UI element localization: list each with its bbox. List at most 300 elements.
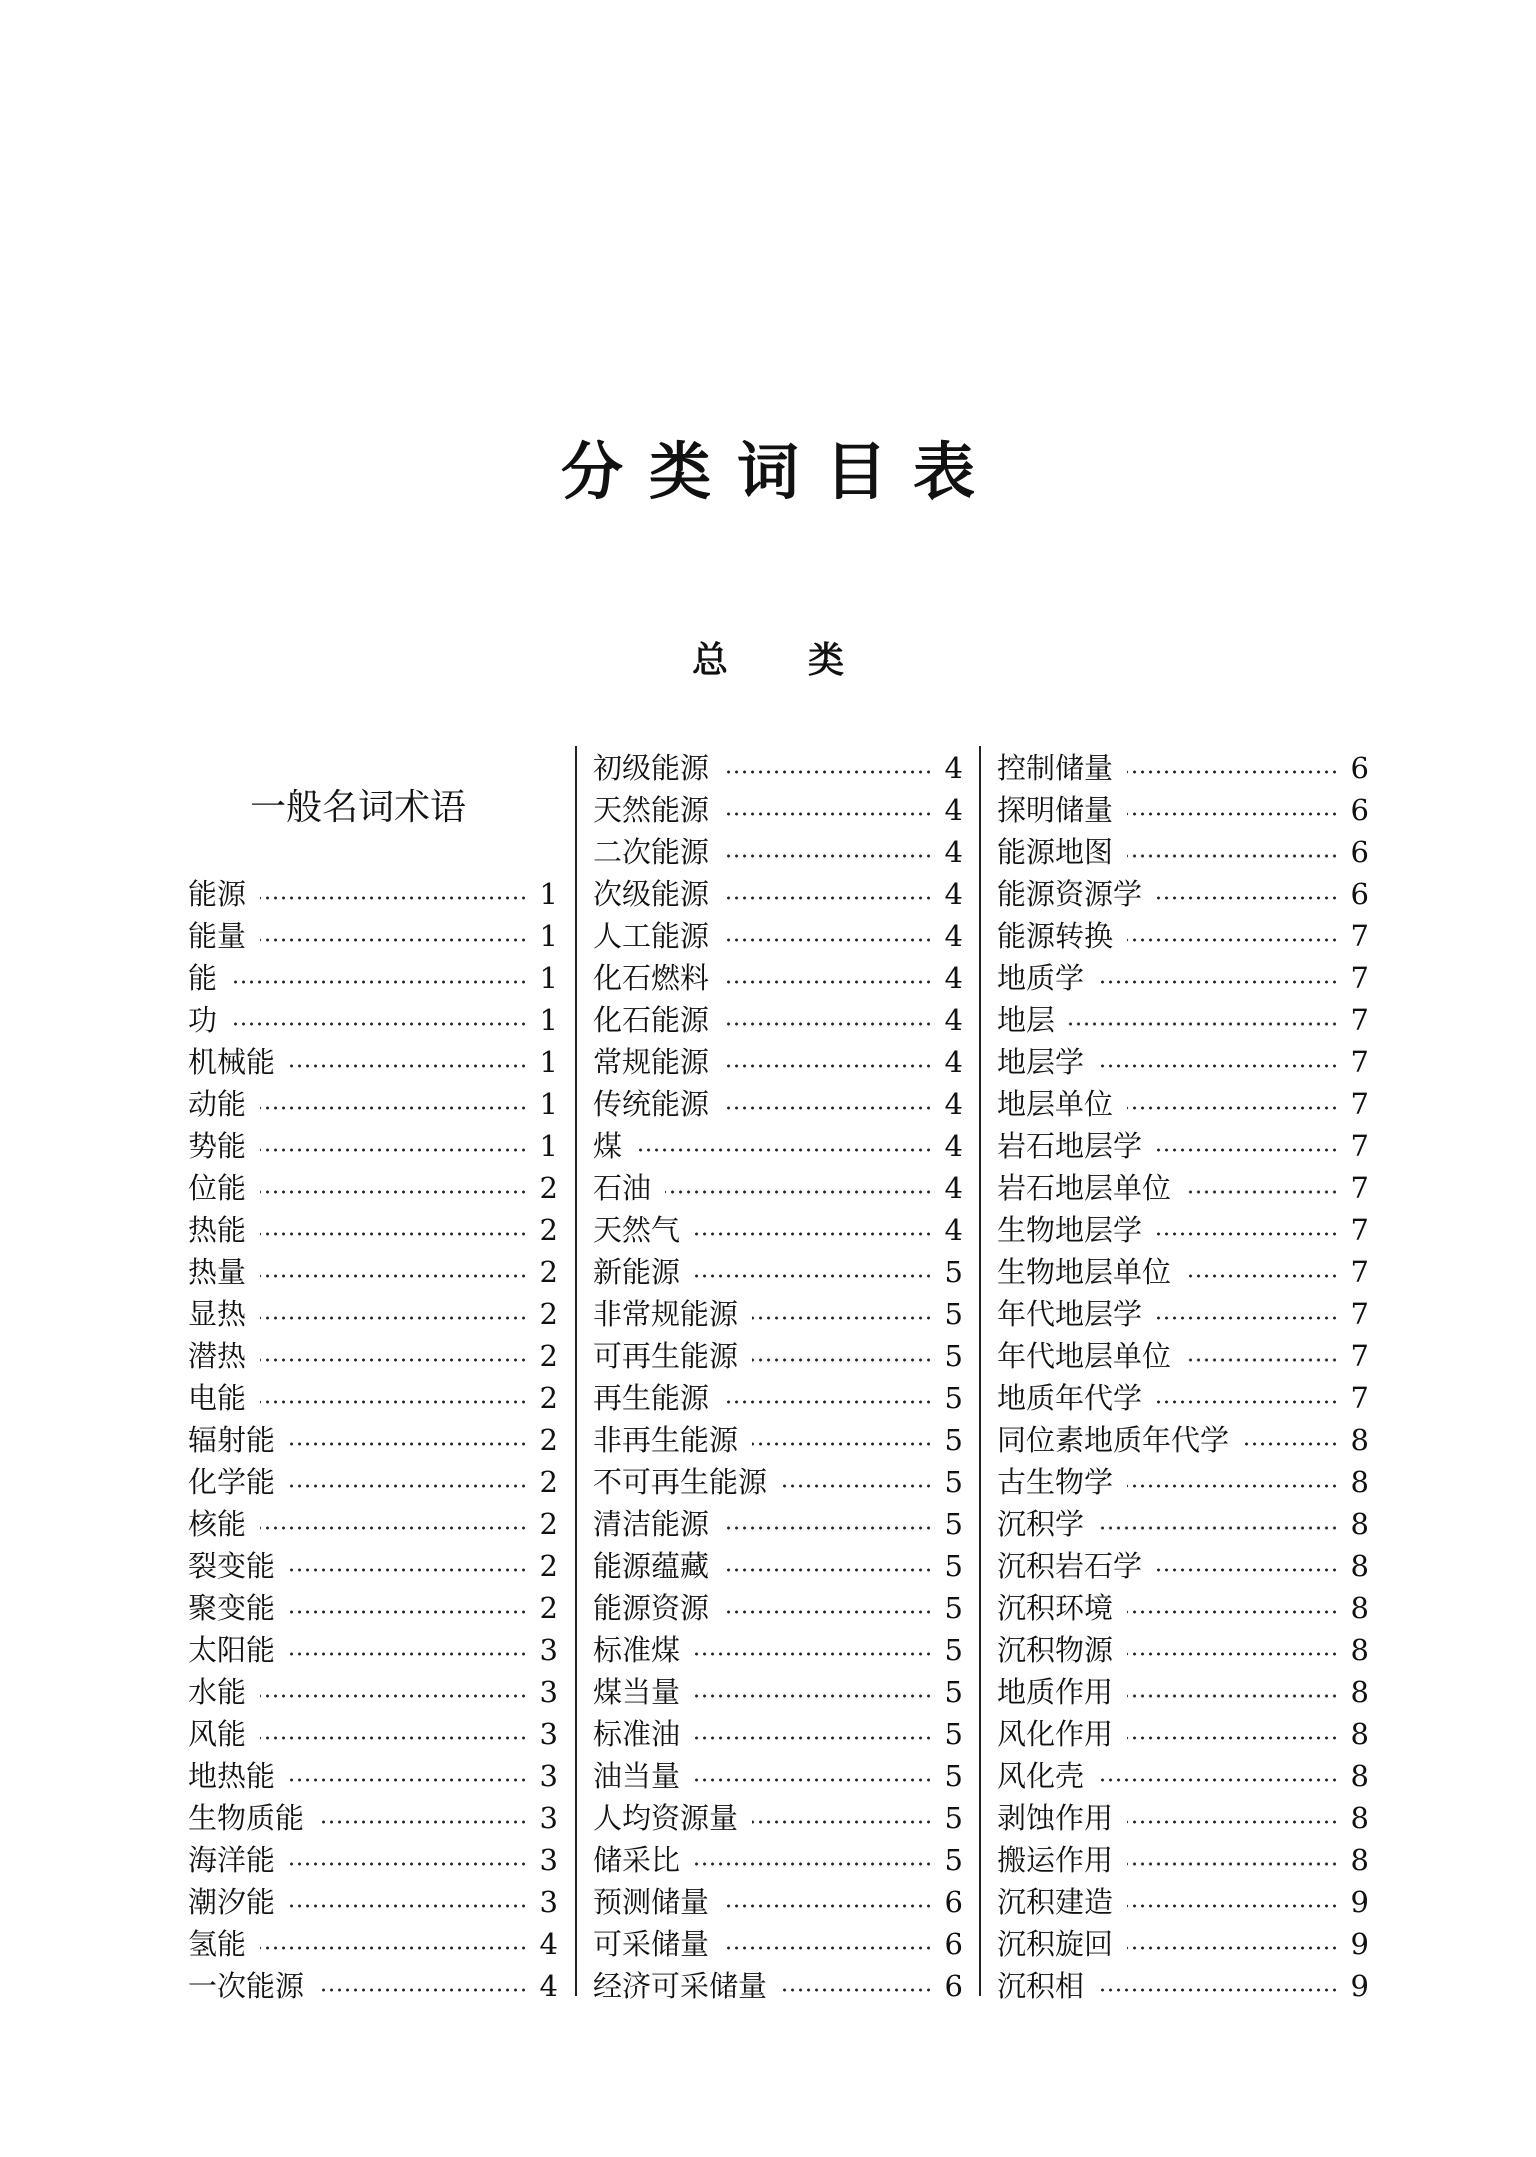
dot-leader [752, 1315, 933, 1321]
index-entry [593, 1545, 963, 1587]
index-entry [997, 747, 1369, 789]
index-term: 化石能源 [593, 1003, 710, 1037]
dot-leader [1156, 1567, 1339, 1573]
index-entry [593, 1965, 963, 2007]
index-page-number: 7 [1350, 1381, 1369, 1415]
index-page-number: 7 [1350, 1171, 1369, 1205]
index-entry [997, 1713, 1369, 1755]
index-term: 沉积建造 [997, 1885, 1114, 1919]
dot-leader [723, 1525, 933, 1531]
index-term: 非常规能源 [593, 1297, 739, 1331]
page-title: 分类词目表 [560, 435, 1001, 508]
index-term: 年代地层学 [997, 1297, 1143, 1331]
dot-leader [723, 895, 933, 901]
dot-leader [636, 1147, 933, 1153]
index-page-number: 1 [539, 1003, 558, 1037]
dot-leader [665, 1189, 933, 1195]
index-page-number: 5 [944, 1717, 963, 1751]
dot-leader [752, 1441, 933, 1447]
index-term: 新能源 [593, 1255, 681, 1289]
index-term: 能源资源 [593, 1591, 710, 1625]
index-page-number: 5 [944, 1423, 963, 1457]
index-entry [997, 1461, 1369, 1503]
dot-leader [260, 1147, 528, 1153]
dot-leader [1127, 1483, 1339, 1489]
index-term: 沉积岩石学 [997, 1549, 1143, 1583]
index-page-number: 2 [539, 1507, 558, 1541]
index-page-number: 3 [539, 1885, 558, 1919]
dot-leader [723, 769, 933, 775]
dot-leader [1127, 1945, 1339, 1951]
dot-leader [289, 1903, 528, 1909]
index-page-number: 7 [1350, 1255, 1369, 1289]
index-column-3 [997, 747, 1369, 2007]
column-divider-right [979, 746, 981, 1996]
index-term: 太阳能 [188, 1633, 276, 1667]
index-term: 岩石地层学 [997, 1129, 1143, 1163]
index-page-number: 6 [1350, 793, 1369, 827]
index-entry [997, 1839, 1369, 1881]
index-entry [997, 1125, 1369, 1167]
index-entry [997, 1881, 1369, 1923]
index-entry [188, 1587, 558, 1629]
dot-leader [1156, 1147, 1339, 1153]
index-entry [188, 1461, 558, 1503]
index-term: 标准煤 [593, 1633, 681, 1667]
index-entry [593, 1839, 963, 1881]
index-entry [188, 1293, 558, 1335]
index-page-number: 3 [539, 1759, 558, 1793]
index-entry [593, 1377, 963, 1419]
index-term: 地层单位 [997, 1087, 1114, 1121]
dot-leader [231, 979, 528, 985]
index-entry [188, 1629, 558, 1671]
dot-leader [1127, 1105, 1339, 1111]
index-term: 生物质能 [188, 1801, 305, 1835]
index-page-number: 7 [1350, 919, 1369, 953]
dot-leader [1098, 1987, 1339, 1993]
index-entry [188, 1209, 558, 1251]
index-page-number: 1 [539, 1087, 558, 1121]
index-entry [188, 915, 558, 957]
index-entry [997, 1167, 1369, 1209]
index-term: 地热能 [188, 1759, 276, 1793]
index-page-number: 1 [539, 919, 558, 953]
index-page-number: 6 [944, 1885, 963, 1919]
index-entry [593, 1881, 963, 1923]
index-entry [997, 1503, 1369, 1545]
dot-leader [1098, 1063, 1339, 1069]
index-entry [188, 1083, 558, 1125]
dot-leader [752, 1357, 933, 1363]
index-term: 潮汐能 [188, 1885, 276, 1919]
index-page-number: 2 [539, 1255, 558, 1289]
dot-leader [694, 1231, 933, 1237]
index-page-number: 4 [539, 1927, 558, 1961]
index-entry [188, 1755, 558, 1797]
index-term: 剥蚀作用 [997, 1801, 1114, 1835]
index-term: 清洁能源 [593, 1507, 710, 1541]
dot-leader [694, 1651, 933, 1657]
index-entry [188, 1251, 558, 1293]
index-term: 经济可采储量 [593, 1969, 768, 2003]
index-page-number: 3 [539, 1633, 558, 1667]
index-term: 标准油 [593, 1717, 681, 1751]
index-page-number: 2 [539, 1171, 558, 1205]
index-entry [593, 1209, 963, 1251]
index-page-number: 9 [1350, 1927, 1369, 1961]
index-entry [997, 999, 1369, 1041]
index-entry [593, 1671, 963, 1713]
index-page-number: 4 [944, 1003, 963, 1037]
index-page-number: 2 [539, 1465, 558, 1499]
index-page-number: 2 [539, 1549, 558, 1583]
index-entry [997, 1671, 1369, 1713]
index-term: 氢能 [188, 1927, 247, 1961]
dot-leader [260, 1945, 528, 1951]
dot-leader [260, 937, 528, 943]
dot-leader [723, 1105, 933, 1111]
index-term: 次级能源 [593, 877, 710, 911]
index-entry [997, 915, 1369, 957]
dot-leader [289, 1441, 528, 1447]
index-page-number: 8 [1350, 1717, 1369, 1751]
index-term: 生物地层学 [997, 1213, 1143, 1247]
index-term: 机械能 [188, 1045, 276, 1079]
index-page-number: 3 [539, 1717, 558, 1751]
index-page-number: 9 [1350, 1885, 1369, 1919]
dot-leader [694, 1861, 933, 1867]
index-page-number: 4 [944, 1171, 963, 1205]
index-term: 古生物学 [997, 1465, 1114, 1499]
index-term: 能源资源学 [997, 877, 1143, 911]
index-page-number: 5 [944, 1843, 963, 1877]
index-entry [188, 1797, 558, 1839]
index-entry [593, 1797, 963, 1839]
index-page-number: 5 [944, 1591, 963, 1625]
index-entry [188, 1167, 558, 1209]
index-entry [997, 1083, 1369, 1125]
index-term: 地质学 [997, 961, 1085, 995]
index-term: 非再生能源 [593, 1423, 739, 1457]
index-page-number: 2 [539, 1213, 558, 1247]
index-entry [593, 747, 963, 789]
index-entry [997, 831, 1369, 873]
index-term: 煤 [593, 1129, 623, 1163]
index-term: 天然气 [593, 1213, 681, 1247]
dot-leader [694, 1273, 933, 1279]
index-term: 裂变能 [188, 1549, 276, 1583]
index-page-number: 8 [1350, 1591, 1369, 1625]
dot-leader [723, 1021, 933, 1027]
dot-leader [260, 1105, 528, 1111]
index-page-number: 9 [1350, 1969, 1369, 2003]
index-entry [593, 1587, 963, 1629]
index-entry [997, 1629, 1369, 1671]
dot-leader [260, 1693, 528, 1699]
dot-leader [723, 811, 933, 817]
dot-leader [289, 1861, 528, 1867]
index-page-number: 1 [539, 877, 558, 911]
dot-leader [694, 1693, 933, 1699]
index-term: 能源蕴藏 [593, 1549, 710, 1583]
index-page-number: 5 [944, 1339, 963, 1373]
index-entry [188, 1965, 558, 2007]
index-page-number: 5 [944, 1507, 963, 1541]
dot-leader [1127, 937, 1339, 943]
index-entry [593, 1629, 963, 1671]
index-page-number: 8 [1350, 1633, 1369, 1667]
dot-leader [723, 853, 933, 859]
index-entry [997, 1377, 1369, 1419]
index-entry [593, 1755, 963, 1797]
index-term: 能量 [188, 919, 247, 953]
dot-leader [1098, 1525, 1339, 1531]
dot-leader [260, 1315, 528, 1321]
index-term: 控制储量 [997, 751, 1114, 785]
index-page-number: 5 [944, 1297, 963, 1331]
index-page-number: 2 [539, 1339, 558, 1373]
index-page-number: 2 [539, 1381, 558, 1415]
dot-leader [1127, 811, 1339, 817]
index-entry [593, 1923, 963, 1965]
index-page-number: 2 [539, 1591, 558, 1625]
index-page-number: 5 [944, 1801, 963, 1835]
index-term: 沉积学 [997, 1507, 1085, 1541]
index-entry [188, 1839, 558, 1881]
index-term: 风能 [188, 1717, 247, 1751]
dot-leader [1127, 1819, 1339, 1825]
index-entry [188, 1335, 558, 1377]
index-term: 人均资源量 [593, 1801, 739, 1835]
index-entry [997, 1251, 1369, 1293]
index-entry [188, 1041, 558, 1083]
subsection-title: 一般名词术语 [250, 787, 467, 828]
dot-leader [318, 1819, 528, 1825]
index-entry [593, 1713, 963, 1755]
index-term: 地质年代学 [997, 1381, 1143, 1415]
index-term: 化学能 [188, 1465, 276, 1499]
index-entry [997, 1755, 1369, 1797]
dot-leader [260, 1525, 528, 1531]
dot-leader [1127, 1609, 1339, 1615]
index-entry [593, 999, 963, 1041]
index-term: 二次能源 [593, 835, 710, 869]
dot-leader [1098, 1777, 1339, 1783]
index-term: 聚变能 [188, 1591, 276, 1625]
index-entry [593, 1503, 963, 1545]
index-term: 风化壳 [997, 1759, 1085, 1793]
dot-leader [694, 1777, 933, 1783]
dot-leader [289, 1063, 528, 1069]
dot-leader [723, 937, 933, 943]
index-page-number: 7 [1350, 1087, 1369, 1121]
index-term: 再生能源 [593, 1381, 710, 1415]
index-term: 储采比 [593, 1843, 681, 1877]
index-page-number: 5 [944, 1633, 963, 1667]
index-term: 岩石地层单位 [997, 1171, 1172, 1205]
index-term: 地质作用 [997, 1675, 1114, 1709]
index-page-number: 7 [1350, 1129, 1369, 1163]
index-term: 沉积物源 [997, 1633, 1114, 1667]
index-entry [997, 1797, 1369, 1839]
index-entry [593, 1041, 963, 1083]
index-page-number: 4 [944, 961, 963, 995]
index-term: 水能 [188, 1675, 247, 1709]
dot-leader [694, 1735, 933, 1741]
index-page-number: 4 [944, 1045, 963, 1079]
index-entry [593, 1251, 963, 1293]
dot-leader [1098, 979, 1339, 985]
index-term: 油当量 [593, 1759, 681, 1793]
index-term: 热能 [188, 1213, 247, 1247]
index-entry [593, 1461, 963, 1503]
index-page-number: 8 [1350, 1465, 1369, 1499]
index-page-number: 7 [1350, 1213, 1369, 1247]
index-page-number: 8 [1350, 1759, 1369, 1793]
index-page-number: 6 [1350, 877, 1369, 911]
index-entry [997, 873, 1369, 915]
index-page-number: 4 [539, 1969, 558, 2003]
index-term: 地层学 [997, 1045, 1085, 1079]
index-page-number: 8 [1350, 1423, 1369, 1457]
index-entry [593, 915, 963, 957]
dot-leader [723, 1063, 933, 1069]
dot-leader [289, 1651, 528, 1657]
dot-leader [1156, 1399, 1339, 1405]
dot-leader [1127, 1651, 1339, 1657]
dot-leader [1156, 1231, 1339, 1237]
index-term: 潜热 [188, 1339, 247, 1373]
index-page-number: 4 [944, 1129, 963, 1163]
index-page-number: 1 [539, 1129, 558, 1163]
index-term: 人工能源 [593, 919, 710, 953]
index-term: 地层 [997, 1003, 1056, 1037]
index-term: 能源 [188, 877, 247, 911]
index-entry [188, 1125, 558, 1167]
index-page-number: 3 [539, 1675, 558, 1709]
index-term: 可采储量 [593, 1927, 710, 1961]
dot-leader [723, 1399, 933, 1405]
index-entry [593, 873, 963, 915]
index-page-number: 7 [1350, 1003, 1369, 1037]
index-term: 沉积相 [997, 1969, 1085, 2003]
index-entry [593, 1083, 963, 1125]
index-page-number: 2 [539, 1297, 558, 1331]
dot-leader [231, 1021, 528, 1027]
dot-leader [1069, 1021, 1339, 1027]
dot-leader [289, 1609, 528, 1615]
index-entry [997, 1209, 1369, 1251]
index-page-number: 4 [944, 877, 963, 911]
index-page-number: 4 [944, 1087, 963, 1121]
index-page-number: 6 [1350, 835, 1369, 869]
index-page-number: 4 [944, 1213, 963, 1247]
index-page-number: 5 [944, 1549, 963, 1583]
index-term: 风化作用 [997, 1717, 1114, 1751]
index-term: 能 [188, 961, 218, 995]
index-term: 沉积环境 [997, 1591, 1114, 1625]
index-entry [997, 1335, 1369, 1377]
index-page-number: 1 [539, 1045, 558, 1079]
index-term: 势能 [188, 1129, 247, 1163]
dot-leader [260, 1189, 528, 1195]
dot-leader [1127, 1693, 1339, 1699]
index-entry [188, 1713, 558, 1755]
index-term: 热量 [188, 1255, 247, 1289]
index-term: 年代地层单位 [997, 1339, 1172, 1373]
index-entry [593, 789, 963, 831]
index-entry [997, 1965, 1369, 2007]
dot-leader [260, 1273, 528, 1279]
index-entry [593, 1167, 963, 1209]
index-entry [188, 1419, 558, 1461]
index-term: 探明储量 [997, 793, 1114, 827]
dot-leader [781, 1987, 933, 1993]
index-entry [188, 873, 558, 915]
index-page-number: 5 [944, 1255, 963, 1289]
dot-leader [723, 1903, 933, 1909]
index-term: 显热 [188, 1297, 247, 1331]
index-term: 位能 [188, 1171, 247, 1205]
index-term: 生物地层单位 [997, 1255, 1172, 1289]
index-entry [997, 789, 1369, 831]
index-term: 功 [188, 1003, 218, 1037]
index-entry [188, 1377, 558, 1419]
dot-leader [260, 1357, 528, 1363]
index-entry [593, 1335, 963, 1377]
index-page-number: 4 [944, 919, 963, 953]
index-entry [997, 957, 1369, 999]
index-term: 可再生能源 [593, 1339, 739, 1373]
index-column-1 [188, 873, 558, 2007]
dot-leader [289, 1567, 528, 1573]
index-page-number: 6 [944, 1927, 963, 1961]
index-entry [593, 1125, 963, 1167]
section-title: 总类 [691, 640, 924, 681]
index-page-number: 8 [1350, 1843, 1369, 1877]
index-entry [188, 1545, 558, 1587]
index-term: 煤当量 [593, 1675, 681, 1709]
dot-leader [723, 1567, 933, 1573]
index-term: 能源转换 [997, 919, 1114, 953]
index-entry [593, 831, 963, 873]
index-page-number: 4 [944, 835, 963, 869]
index-term: 动能 [188, 1087, 247, 1121]
index-entry [997, 1041, 1369, 1083]
dot-leader [723, 1945, 933, 1951]
dot-leader [723, 979, 933, 985]
index-page-number: 8 [1350, 1507, 1369, 1541]
index-entry [997, 1587, 1369, 1629]
index-page-number: 5 [944, 1381, 963, 1415]
index-column-2 [593, 747, 963, 2007]
index-term: 石油 [593, 1171, 652, 1205]
index-page-number: 5 [944, 1465, 963, 1499]
index-term: 同位素地质年代学 [997, 1423, 1230, 1457]
dot-leader [1185, 1273, 1339, 1279]
index-term: 沉积旋回 [997, 1927, 1114, 1961]
dot-leader [1243, 1441, 1339, 1447]
index-entry [593, 1293, 963, 1335]
dot-leader [1156, 1315, 1339, 1321]
index-page-number: 8 [1350, 1801, 1369, 1835]
dot-leader [289, 1777, 528, 1783]
index-term: 海洋能 [188, 1843, 276, 1877]
dot-leader [1127, 1861, 1339, 1867]
index-term: 核能 [188, 1507, 247, 1541]
index-page-number: 3 [539, 1843, 558, 1877]
